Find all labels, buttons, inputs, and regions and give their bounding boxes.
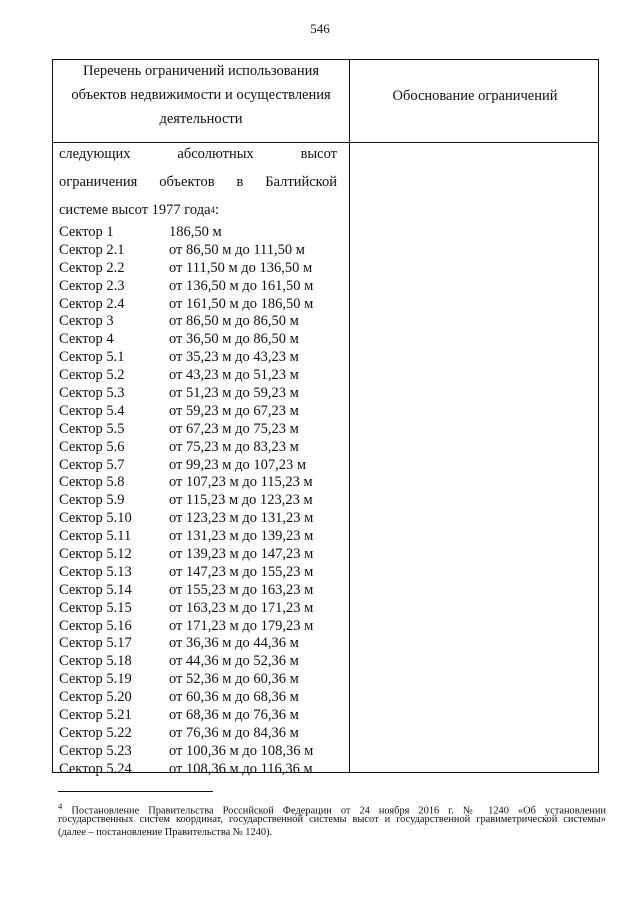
- sector-height-range: от 68,36 м до 76,36 м: [169, 707, 299, 724]
- sector-height-range: от 36,36 м до 44,36 м: [169, 635, 299, 652]
- sector-row: [59, 653, 345, 671]
- sector-height-range: от 67,23 м до 75,23 м: [169, 420, 299, 437]
- sector-height-range: от 60,36 м до 68,36 м: [169, 689, 299, 706]
- intro-word: в: [236, 174, 244, 190]
- footnote-line-3: (далее – постановление Правительства № 1240).: [58, 827, 273, 838]
- sector-height-range: от 99,23 м до 107,23 м: [169, 456, 306, 473]
- intro-word: абсолютных: [177, 146, 254, 162]
- sector-name: Сектор 5.1: [59, 349, 125, 366]
- intro-word: объектов: [159, 174, 215, 190]
- sector-row: [59, 528, 345, 546]
- header-divider: [53, 142, 598, 143]
- sector-name: Сектор 5.13: [59, 563, 132, 580]
- sector-list: [59, 224, 345, 779]
- sector-height-range: от 100,36 м до 108,36 м: [169, 742, 314, 759]
- sector-row: [59, 492, 345, 510]
- intro-line-1: [59, 144, 337, 172]
- sector-height-range: 186,50 м: [169, 224, 222, 240]
- sector-name: Сектор 4: [59, 331, 114, 348]
- sector-name: Сектор 5.15: [59, 599, 132, 616]
- sector-row: [59, 331, 345, 349]
- sector-row: [59, 761, 345, 779]
- intro-word: высот: [300, 146, 337, 162]
- sector-name: Сектор 5.12: [59, 546, 132, 563]
- sector-name: Сектор 5.20: [59, 689, 132, 706]
- sector-name: Сектор 5.11: [59, 528, 132, 545]
- sector-height-range: от 75,23 м до 83,23 м: [169, 438, 299, 455]
- sector-row: [59, 367, 345, 385]
- sector-row: [59, 278, 345, 296]
- header-justification: Обоснование ограничений: [392, 88, 558, 104]
- sector-height-range: от 86,50 м до 86,50 м: [169, 313, 299, 330]
- sector-height-range: от 36,50 м до 86,50 м: [169, 331, 299, 348]
- sector-height-range: от 51,23 м до 59,23 м: [169, 385, 299, 402]
- sector-name: Сектор 5.5: [59, 420, 125, 437]
- sector-name: Сектор 3: [59, 313, 114, 330]
- header-left-line-1: Перечень ограничений использования: [82, 63, 320, 79]
- sector-name: Сектор 5.7: [59, 456, 125, 473]
- sector-height-range: от 131,23 м до 139,23 м: [169, 528, 314, 545]
- sector-row: [59, 600, 345, 618]
- sector-name: Сектор 2.1: [59, 241, 125, 258]
- intro-text: [59, 144, 337, 228]
- sector-row: [59, 635, 345, 653]
- sector-height-range: от 139,23 м до 147,23 м: [169, 546, 314, 563]
- sector-name: Сектор 2.2: [59, 259, 125, 276]
- sector-height-range: от 107,23 м до 115,23 м: [169, 474, 313, 491]
- sector-height-range: от 52,36 м до 60,36 м: [169, 671, 299, 688]
- sector-row: [59, 313, 345, 331]
- sector-row: [59, 510, 345, 528]
- sector-row: [59, 671, 345, 689]
- sector-name: Сектор 5.6: [59, 438, 125, 455]
- intro-word: следующих: [59, 146, 131, 162]
- sector-height-range: от 136,50 м до 161,50 м: [169, 277, 314, 294]
- sector-name: Сектор 5.17: [59, 635, 132, 652]
- sector-name: Сектор 5.10: [59, 510, 132, 527]
- footnote-reference: 4: [210, 205, 216, 215]
- sector-height-range: от 44,36 м до 52,36 м: [169, 653, 299, 670]
- sector-row: [59, 474, 345, 492]
- header-left-line-3: деятельности: [159, 111, 243, 127]
- sector-name: Сектор 5.14: [59, 581, 132, 598]
- sector-row: [59, 707, 345, 725]
- sector-row: [59, 260, 345, 278]
- sector-row: [59, 582, 345, 600]
- sector-height-range: от 163,23 м до 171,23 м: [169, 599, 314, 616]
- sector-name: Сектор 5.18: [59, 653, 132, 670]
- sector-name: Сектор 5.9: [59, 492, 125, 509]
- sector-height-range: от 171,23 м до 179,23 м: [169, 617, 314, 634]
- footnote-marker: 4: [58, 801, 63, 811]
- sector-row: [59, 385, 345, 403]
- sector-name: Сектор 5.22: [59, 724, 132, 741]
- sector-row: [59, 421, 345, 439]
- sector-height-range: от 43,23 м до 51,23 м: [169, 367, 299, 384]
- page-number: 546: [310, 21, 330, 36]
- sector-name: Сектор 5.16: [59, 617, 132, 634]
- sector-row: [59, 224, 345, 242]
- sector-height-range: от 161,50 м до 186,50 м: [169, 295, 314, 312]
- intro-line-2: [59, 172, 337, 200]
- sector-row: [59, 296, 345, 314]
- sector-height-range: от 35,23 м до 43,23 м: [169, 349, 299, 366]
- sector-row: [59, 743, 345, 761]
- sector-name: Сектор 5.19: [59, 671, 132, 688]
- sector-row: [59, 457, 345, 475]
- header-restrictions-list: [53, 60, 349, 142]
- column-divider: [349, 60, 350, 772]
- sector-name: Сектор 2.4: [59, 295, 125, 312]
- sector-height-range: от 147,23 м до 155,23 м: [169, 563, 314, 580]
- sector-name: Сектор 5.21: [59, 707, 132, 724]
- sector-row: [59, 618, 345, 636]
- sector-name: Сектор 5.8: [59, 474, 125, 491]
- sector-height-range: от 108,36 м до 116,36 м: [169, 760, 313, 777]
- sector-name: Сектор 5.24: [59, 760, 132, 777]
- footnote: [58, 800, 606, 839]
- sector-row: [59, 242, 345, 260]
- sector-height-range: от 123,23 м до 131,23 м: [169, 510, 314, 527]
- sector-row: [59, 546, 345, 564]
- intro-last-text: системе высот 1977 года: [59, 202, 211, 218]
- sector-name: Сектор 5.2: [59, 367, 125, 384]
- sector-height-range: от 76,36 м до 84,36 м: [169, 724, 299, 741]
- intro-word: ограничения: [59, 174, 138, 190]
- restrictions-table: [52, 59, 599, 777]
- sector-name: Сектор 2.3: [59, 277, 125, 294]
- sector-name: Сектор 5.4: [59, 402, 125, 419]
- intro-colon: :: [215, 202, 220, 218]
- sector-row: [59, 725, 345, 743]
- footnote-line-2: государственных систем координат, государственной системы высот и государственной гравиметрической системы»: [58, 814, 606, 825]
- footnote-separator: [58, 791, 213, 792]
- sector-name: Сектор 1: [59, 224, 114, 240]
- sector-row: [59, 349, 345, 367]
- sector-name: Сектор 5.3: [59, 385, 125, 402]
- footnote-line-1: $^4$ Постановление Правительства Российской Федерации от 24 ноября 2016 г. № 1240 «Об установлении: [58, 801, 606, 817]
- sector-height-range: от 86,50 м до 111,50 м: [169, 241, 305, 258]
- intro-word: Балтийской: [265, 174, 337, 190]
- sector-height-range: от 111,50 м до 136,50 м: [169, 259, 313, 276]
- sector-height-range: от 155,23 м до 163,23 м: [169, 581, 314, 598]
- sector-row: [59, 403, 345, 421]
- sector-name: Сектор 5.23: [59, 742, 132, 759]
- sector-row: [59, 689, 345, 707]
- header-left-line-2: объектов недвижимости и осуществления: [71, 87, 331, 103]
- sector-height-range: от 59,23 м до 67,23 м: [169, 402, 299, 419]
- sector-row: [59, 564, 345, 582]
- sector-row: [59, 439, 345, 457]
- sector-height-range: от 115,23 м до 123,23 м: [169, 492, 313, 509]
